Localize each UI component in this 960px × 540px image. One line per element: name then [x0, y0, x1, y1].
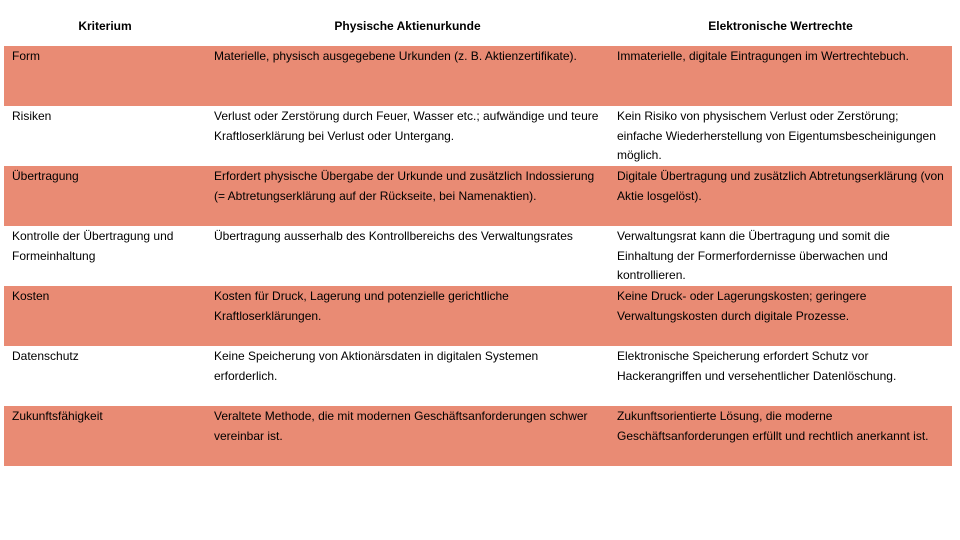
- table-row: [4, 406, 952, 466]
- electronic-cell: Keine Druck- oder Lagerungskosten; geringere Verwaltungskosten durch digitale Prozesse.: [609, 286, 952, 346]
- physical-cell: Keine Speicherung von Aktionärsdaten in digitalen Systemen erforderlich.: [214, 349, 539, 383]
- physical-cell: Kosten für Druck, Lagerung und potenzielle gerichtliche Kraftloserklärungen.: [206, 286, 609, 346]
- electronic-cell: Kein Risiko von physischem Verlust oder Zerstörung; einfache Wiederherstellung von Eigentumsbescheinigungen möglich.: [617, 109, 936, 162]
- criterion-cell: Übertragung: [4, 166, 206, 226]
- criterion-cell: Form: [4, 46, 206, 106]
- table-row: [4, 286, 952, 346]
- electronic-cell: Immaterielle, digitale Eintragungen im Wertrechtebuch.: [609, 46, 952, 106]
- electronic-cell: Verwaltungsrat kann die Übertragung und somit die Einhaltung der Formerfordernisse überwachen und kontrollieren.: [617, 229, 890, 282]
- header-electronic: Elektronische Wertrechte: [708, 19, 853, 33]
- criterion-cell: Datenschutz: [12, 349, 79, 363]
- table-row: [4, 46, 952, 106]
- table-row: [4, 226, 952, 286]
- comparison-table: [4, 6, 952, 466]
- criterion-cell: Kosten: [4, 286, 206, 346]
- physical-cell: Verlust oder Zerstörung durch Feuer, Wasser etc.; aufwändige und teure Kraftloserklärung bei Verlust oder Untergang.: [214, 109, 599, 143]
- table-row: [4, 166, 952, 226]
- table-row: [4, 346, 952, 406]
- table-row: [4, 106, 952, 166]
- header-physical: Physische Aktienurkunde: [334, 19, 481, 33]
- electronic-cell: Digitale Übertragung und zusätzlich Abtretungserklärung (von Aktie losgelöst).: [609, 166, 952, 226]
- header-criterion: Kriterium: [78, 19, 132, 33]
- electronic-cell: Elektronische Speicherung erfordert Schutz vor Hackerangriffen und versehentlicher Datenlöschung.: [617, 349, 897, 383]
- criterion-cell: Risiken: [12, 109, 52, 123]
- physical-cell: Materielle, physisch ausgegebene Urkunden (z. B. Aktienzertifikate).: [206, 46, 609, 106]
- criterion-cell: Zukunftsfähigkeit: [4, 406, 206, 466]
- header-row: [4, 6, 952, 46]
- electronic-cell: Zukunftsorientierte Lösung, die moderne Geschäftsanforderungen erfüllt und rechtlich anerkannt ist.: [609, 406, 952, 466]
- physical-cell: Übertragung ausserhalb des Kontrollbereichs des Verwaltungsrates: [214, 229, 573, 243]
- physical-cell: Veraltete Methode, die mit modernen Geschäftsanforderungen schwer vereinbar ist.: [206, 406, 609, 466]
- criterion-cell: Kontrolle der Übertragung und Formeinhaltung: [12, 229, 174, 263]
- physical-cell: Erfordert physische Übergabe der Urkunde und zusätzlich Indossierung (= Abtretungserklärung auf der Rückseite, bei Namenaktien).: [206, 166, 609, 226]
